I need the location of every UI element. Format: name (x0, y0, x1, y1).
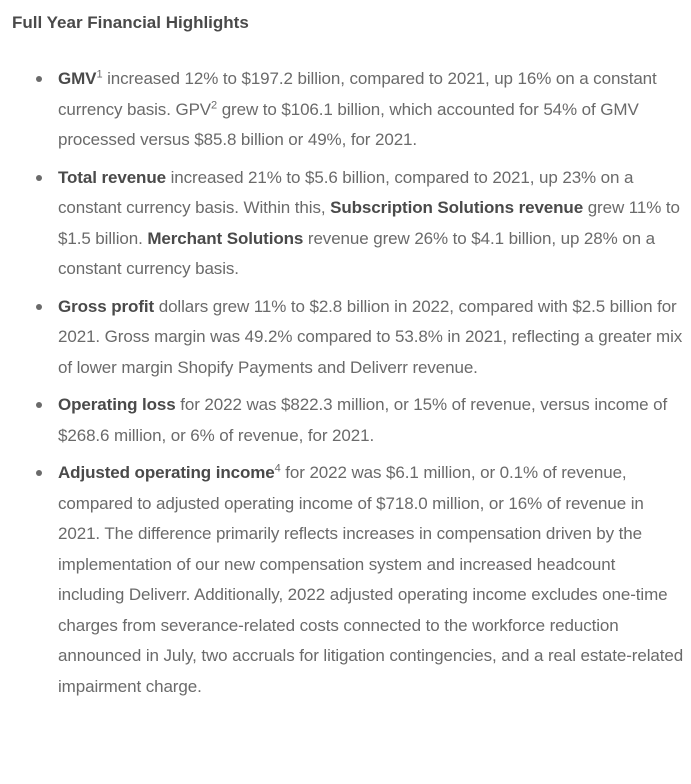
bullet-icon (36, 402, 42, 408)
body-text: increased 21% to $5.6 billion, compared to 2021, up 23% on a constant currency basis. Within this, (58, 167, 634, 217)
body-text: grew to $106.1 billion, which accounted for 54% of GMV processed versus $85.8 billion or 49%, for 2021. (58, 99, 639, 149)
bullet-icon (36, 175, 42, 181)
bold-term: Total revenue (58, 167, 166, 187)
section-heading: Full Year Financial Highlights (12, 13, 249, 32)
body-text: increased 12% to $197.2 billion, compared to 2021, up 16% on a constant currency basis. GPV (58, 69, 657, 119)
body-text: dollars grew 11% to $2.8 billion in 2022, compared with $2.5 billion for 2021. Gross margin was 49.2% compared to 53.8% in 2021, reflecting a greater mix of lower margin Shopify Payments and Deliverr revenue. (58, 296, 683, 377)
bold-term: Operating loss (58, 395, 176, 414)
bullet-icon (36, 470, 42, 476)
bold-term: Subscription Solutions revenue (330, 198, 584, 217)
list-item (12, 390, 685, 451)
bold-term: Merchant Solutions (147, 228, 304, 248)
body-text: grew 11% to $1.5 billion. (58, 198, 680, 248)
list-item (12, 64, 685, 156)
bullet-icon (36, 76, 42, 82)
body-text: revenue grew 26% to $4.1 billion, up 28% on a constant currency basis. (58, 228, 655, 278)
bold-term: Adjusted operating income (58, 463, 275, 482)
bold-term: Gross profit (58, 296, 155, 316)
body-text: for 2022 was $6.1 million, or 0.1% of revenue, compared to adjusted operating income of $718.0 million, or 16% of revenue in 2021. The difference primarily reflects increases in compensation driven by the implementation of our new compensation system and increased headcount including Deliverr. Additionally, 2022 adjusted operating income excludes one-time charges from severance-related costs connected to the workforce reduction announced in July, two accruals for litigation contingencies, and a real estate-related impairment charge. (58, 463, 684, 696)
list-item (12, 163, 685, 285)
footnote-ref: 4 (274, 462, 281, 475)
bullet-icon (36, 304, 42, 310)
body-text: for 2022 was $822.3 million, or 15% of revenue, versus income of $268.6 million, or 6% of revenue, for 2021. (58, 395, 668, 445)
list-item (12, 458, 685, 702)
footnote-ref: 1 (96, 68, 103, 81)
highlights-list (12, 64, 685, 702)
footnote-ref: 2 (211, 98, 218, 111)
list-item (12, 292, 685, 384)
bold-term: GMV (58, 69, 97, 88)
